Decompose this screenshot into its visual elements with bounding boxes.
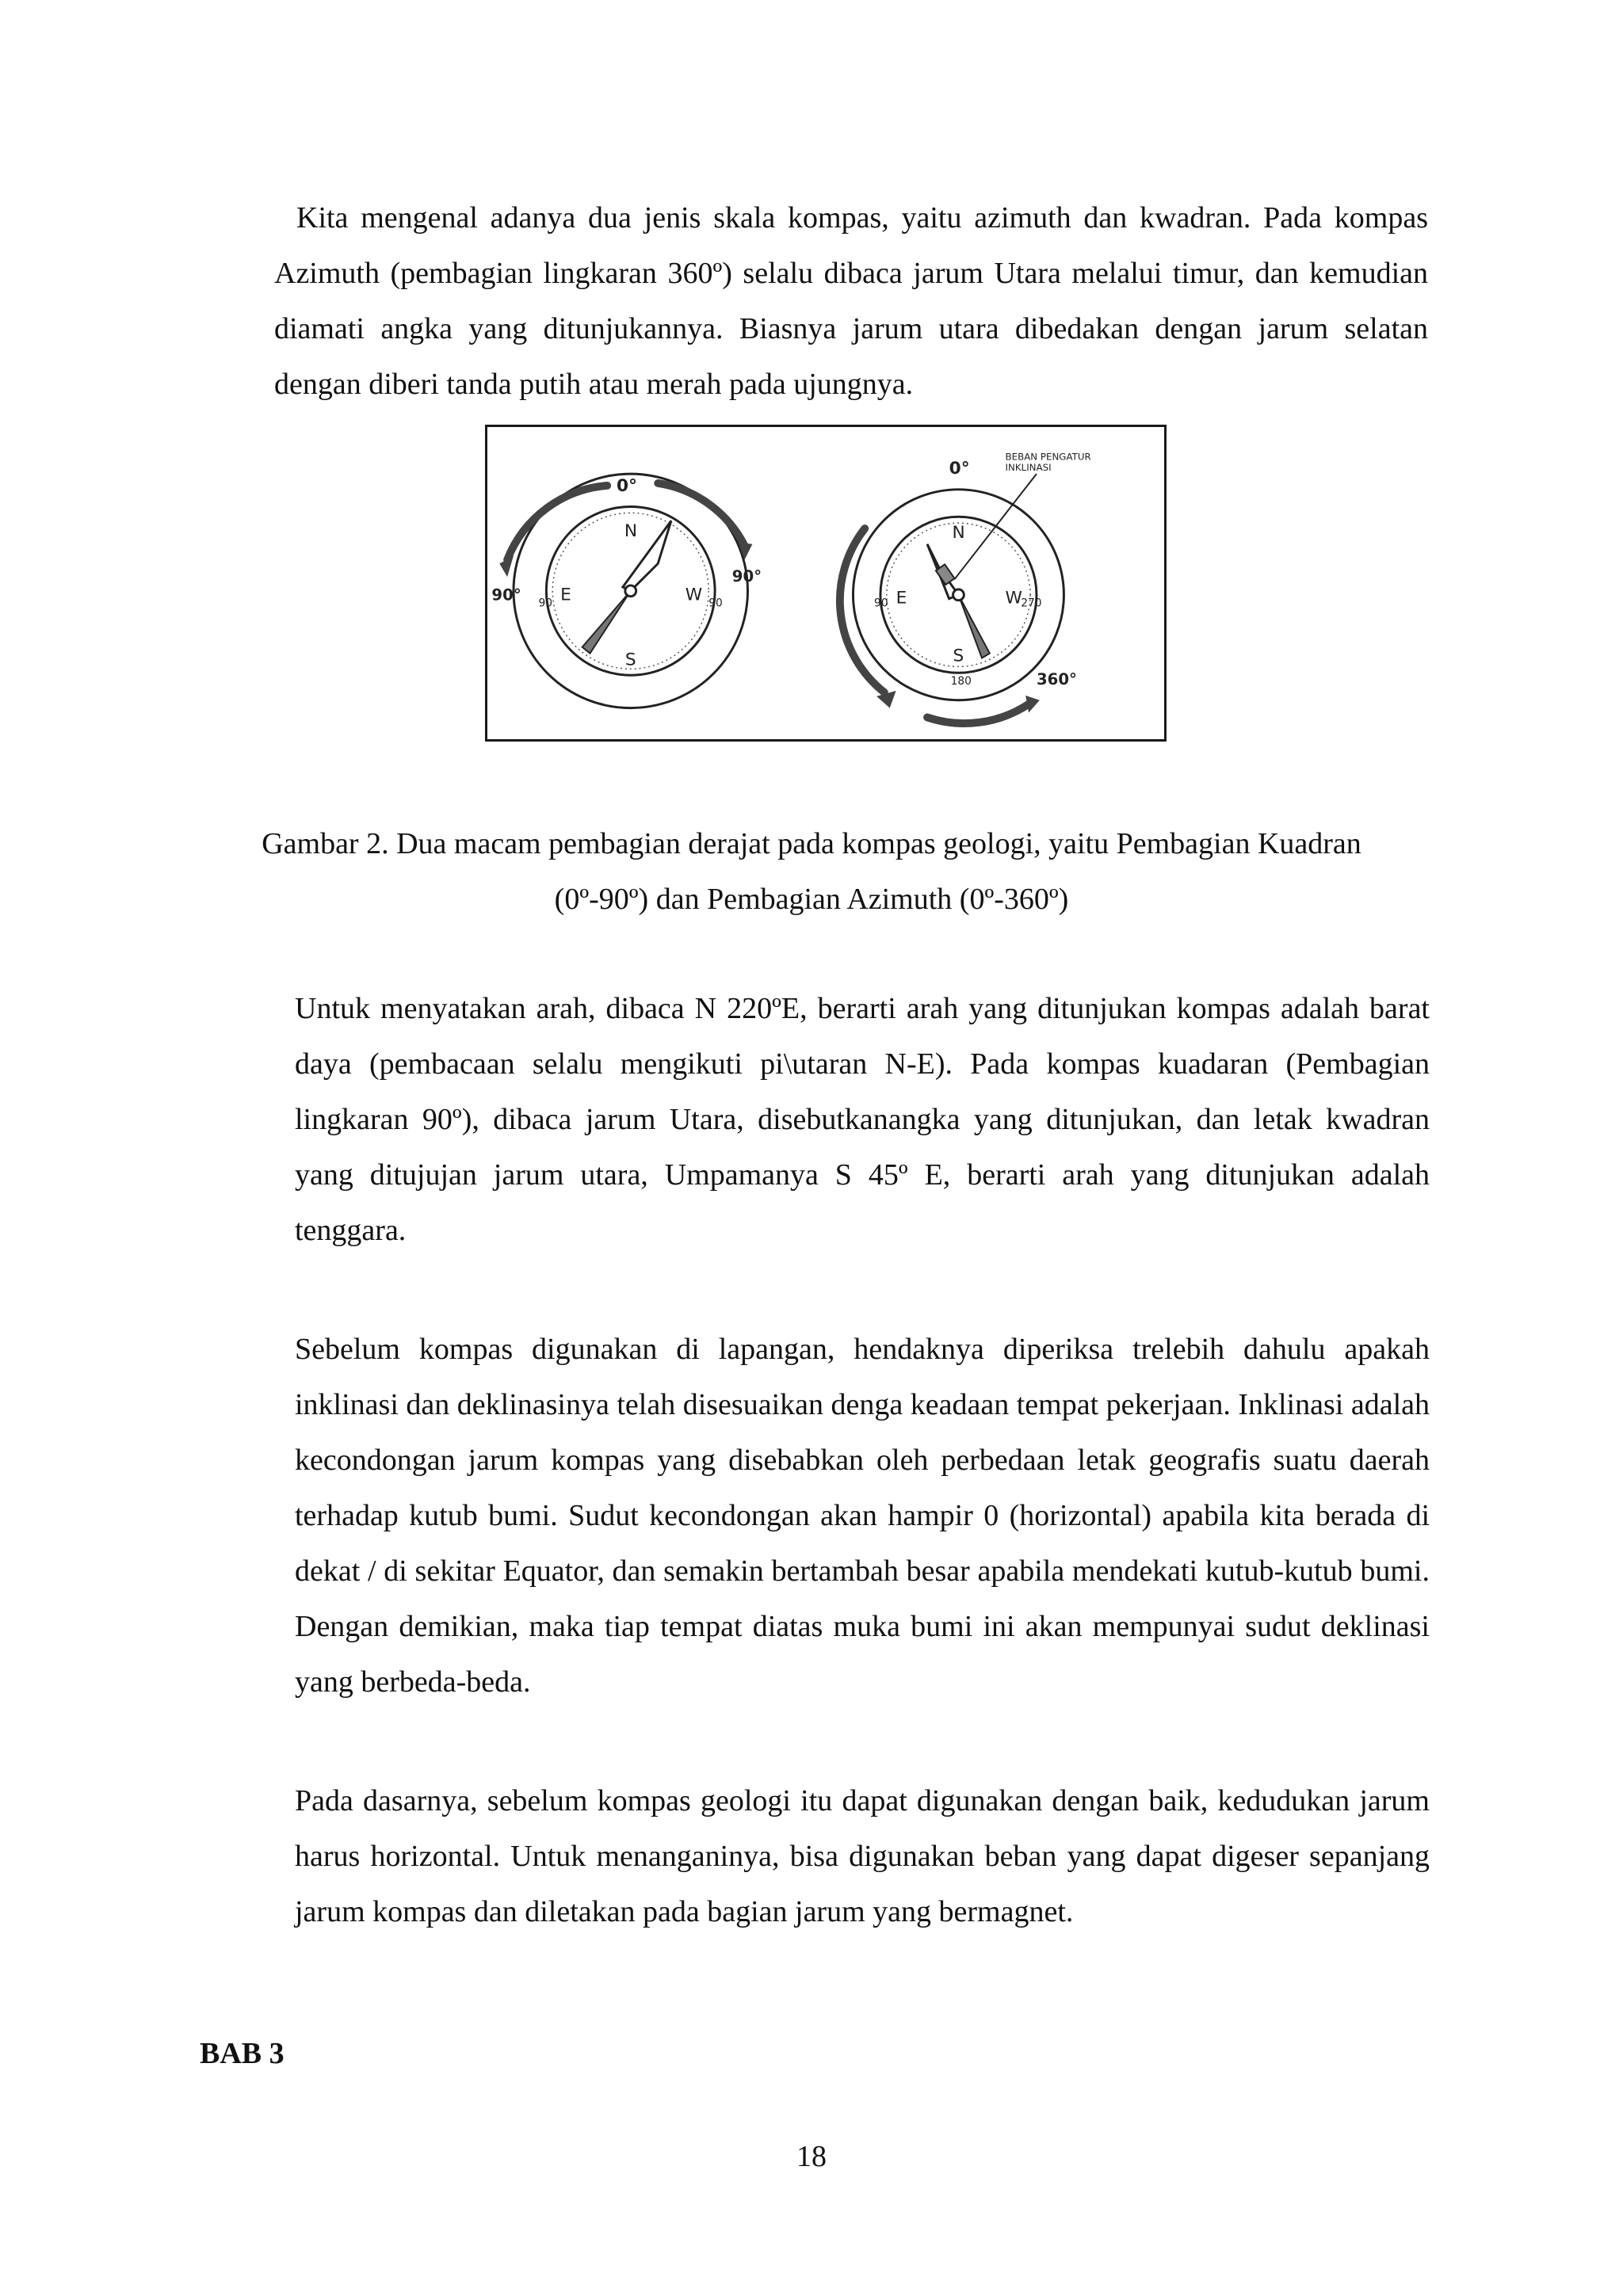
left-top-label: 0° [617,475,637,496]
right-west-degree: 270 [1021,597,1042,610]
left-north-label: N [624,521,638,541]
right-east-degree: 90 [874,597,888,610]
chapter-heading: BAB 3 [200,2037,285,2070]
left-east-label: E [560,585,571,605]
quadrant-compass [491,474,762,708]
paragraph-direction-reading: Untuk menyatakan arah, dibaca N 220ºE, berarti arah yang ditunjukan kompas adalah barat daya (pembacaan selalu mengikuti pi\utaran N-E). Pada kompas kuadaran (Pembagian lingkaran 90º), dibaca jarum Utara, disebutkanangka yang ditunjukan, dan letak kwadran yang ditujujan jarum utara, Umpamanya S 45º E, berarti arah yang ditunjukan adalah tenggara. [295,992,1430,1247]
right-east-label: E [896,588,907,608]
paragraph-needle-horizontal: Pada dasarnya, sebelum kompas geologi itu dapat digunakan dengan baik, kedudukan jarum harus horizontal. Untuk menanganinya, bisa digunakan beban yang dapat digeser sepanjang jarum kompas dan diletakan pada bagian jarum yang bermagnet. [295,1784,1430,1928]
paragraph-inclination: Sebelum kompas digunakan di lapangan, hendaknya diperiksa trelebih dahulu apakah inklinasi dan deklinasinya telah disesuaikan denga keadaan tempat pekerjaan. Inklinasi adalah kecondongan jarum kompas yang disebabkan oleh perbedaan letak geografis suatu daerah terhadap kutub bumi. Sudut kecondongan akan hampir 0 (horizontal) apabila kita berada di dekat / di sekitar Equator, dan semakin bertambah besar apabila mendekati kutub-kutub bumi. Dengan demikian, maka tiap tempat diatas muka bumi ini akan mempunyai sudut deklinasi yang berbeda-beda. [295,1333,1430,1699]
figure-caption [190,816,1433,927]
caption-line-1: Gambar 2. Dua macam pembagian derajat pada kompas geologi, yaitu Pembagian Kuadran [262,827,1361,860]
left-west-degree-label: 90° [491,585,521,605]
right-north-label: N [952,522,965,543]
paragraph-scale-types: Kita mengenal adanya dua jenis skala kompas, yaitu azimuth dan kwadran. Pada kompas Azimuth (pembagian lingkaran 360º) selalu dibaca jarum Utara melalui timur, dan kemudian diamati angka yang ditunjukannya. Biasnya jarum utara dibedakan dengan jarum selatan dengan diberi tanda putih atau merah pada ujungnya. [274,201,1428,401]
left-west-degree: 90 [708,597,723,610]
annotation-line2: INKLINASI [1005,462,1052,474]
right-south-degree: 180 [950,675,972,688]
right-bottom-label: 360° [1036,670,1077,689]
right-west-label: W [1005,588,1022,608]
azimuth-compass [840,451,1091,723]
annotation-line1: BEBAN PENGATUR [1005,451,1091,463]
left-east-degree: 90 [538,597,553,610]
compass-figure [485,425,1167,742]
caption-line-2: (0º-90º) dan Pembagian Azimuth (0º-360º) [554,883,1069,916]
left-south-label: S [624,650,636,670]
compass-illustration [487,427,1164,739]
right-south-label: S [953,646,964,666]
left-west-label: W [685,585,703,605]
page-number: 18 [796,2140,827,2173]
left-east-degree-label: 90° [731,567,762,586]
right-top-label: 0° [949,459,970,479]
